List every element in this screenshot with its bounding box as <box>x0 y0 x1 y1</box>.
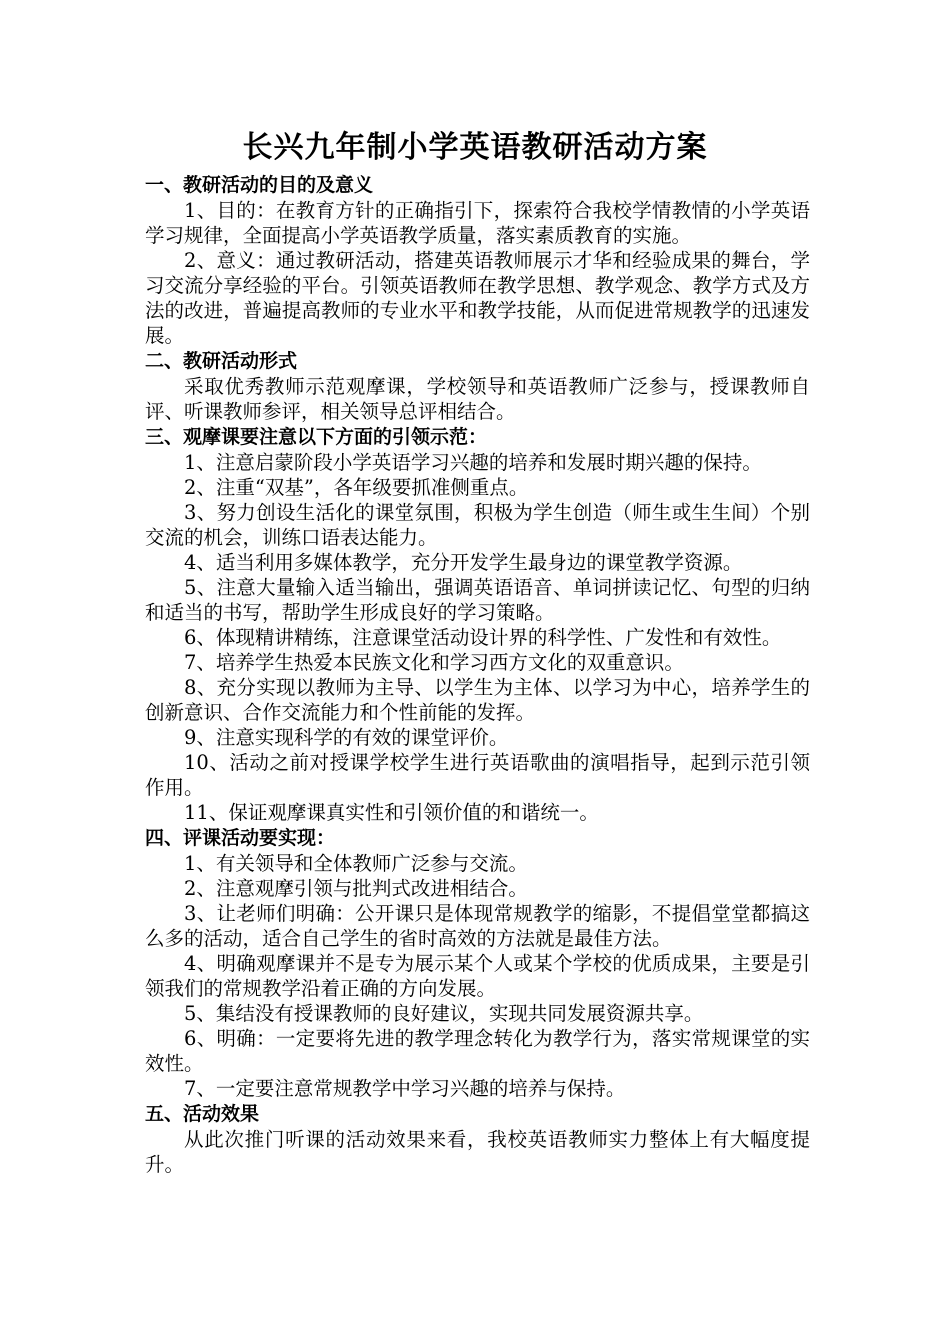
paragraph: 6、明确：一定要将先进的教学理念转化为教学行为，落实常规课堂的实效性。 <box>145 1027 810 1075</box>
section-heading: 二、教研活动形式 <box>145 350 298 372</box>
paragraph: 4、明确观摩课并不是专为展示某个人或某个学校的优质成果，主要是引领我们的常规教学沿着正确的方向发展。 <box>145 952 810 1000</box>
paragraph: 3、让老师们明确：公开课只是体现常规教学的缩影，不提倡堂堂都搞这么多的活动，适合自己学生的省时高效的方法就是最佳方法。 <box>145 902 810 950</box>
paragraph: 11、保证观摩课真实性和引领价值的和谐统一。 <box>184 801 599 824</box>
paragraph: 1、目的：在教育方针的正确指引下，探索符合我校学情教情的小学英语学习规律，全面提高小学英语教学质量，落实素质教育的实施。 <box>145 199 810 247</box>
paragraph: 3、努力创设生活化的课堂氛围，积极为学生创造（师生或生生间）个别交流的机会，训练口语表达能力。 <box>145 501 810 549</box>
paragraph: 1、注意启蒙阶段小学英语学习兴趣的培养和发展时期兴趣的保持。 <box>184 451 762 474</box>
paragraph: 5、注意大量输入适当输出，强调英语语音、单词拼读记忆、句型的归纳和适当的书写，帮助学生形成良好的学习策略。 <box>145 576 810 624</box>
paragraph: 7、培养学生热爱本民族文化和学习西方文化的双重意识。 <box>184 651 684 674</box>
paragraph: 5、集结没有授课教师的良好建议，实现共同发展资源共享。 <box>184 1002 704 1025</box>
paragraph: 2、注重“双基”，各年级要抓准侧重点。 <box>184 476 529 499</box>
paragraph: 4、适当利用多媒体教学，充分开发学生最身边的课堂教学资源。 <box>184 551 743 574</box>
paragraph: 1、有关领导和全体教师广泛参与交流。 <box>184 852 528 875</box>
paragraph: 采取优秀教师示范观摩课，学校领导和英语教师广泛参与，授课教师自评、听课教师参评，相关领导总评相结合。 <box>145 375 810 423</box>
section-heading: 五、活动效果 <box>145 1103 260 1125</box>
paragraph: 9、注意实现科学的有效的课堂评价。 <box>184 726 509 749</box>
section-heading: 三、观摩课要注意以下方面的引领示范： <box>145 426 488 448</box>
paragraph: 2、注意观摩引领与批判式改进相结合。 <box>184 877 528 900</box>
paragraph: 10、活动之前对授课学校学生进行英语歌曲的演唱指导，起到示范引领作用。 <box>145 751 810 799</box>
paragraph: 8、充分实现以教师为主导、以学生为主体、以学习为中心，培养学生的创新意识、合作交流能力和个性前能的发挥。 <box>145 676 810 724</box>
section-heading: 四、评课活动要实现： <box>145 827 336 849</box>
paragraph: 6、体现精讲精练，注意课堂活动设计界的科学性、广发性和有效性。 <box>184 626 782 649</box>
document-title: 长兴九年制小学英语教研活动方案 <box>242 130 708 165</box>
paragraph: 从此次推门听课的活动效果来看，我校英语教师实力整体上有大幅度提升。 <box>145 1128 810 1176</box>
paragraph: 2、意义：通过教研活动，搭建英语教师展示才华和经验成果的舞台，学习交流分享经验的平台。引领英语教师在教学思想、教学观念、教学方式及方法的改进，普遍提高教师的专业水平和教学技能，从而促进常规教学的迅速发展。 <box>145 249 810 347</box>
section-heading: 一、教研活动的目的及意义 <box>145 174 374 196</box>
document-body <box>145 172 810 1177</box>
paragraph: 7、一定要注意常规教学中学习兴趣的培养与保持。 <box>184 1077 626 1100</box>
